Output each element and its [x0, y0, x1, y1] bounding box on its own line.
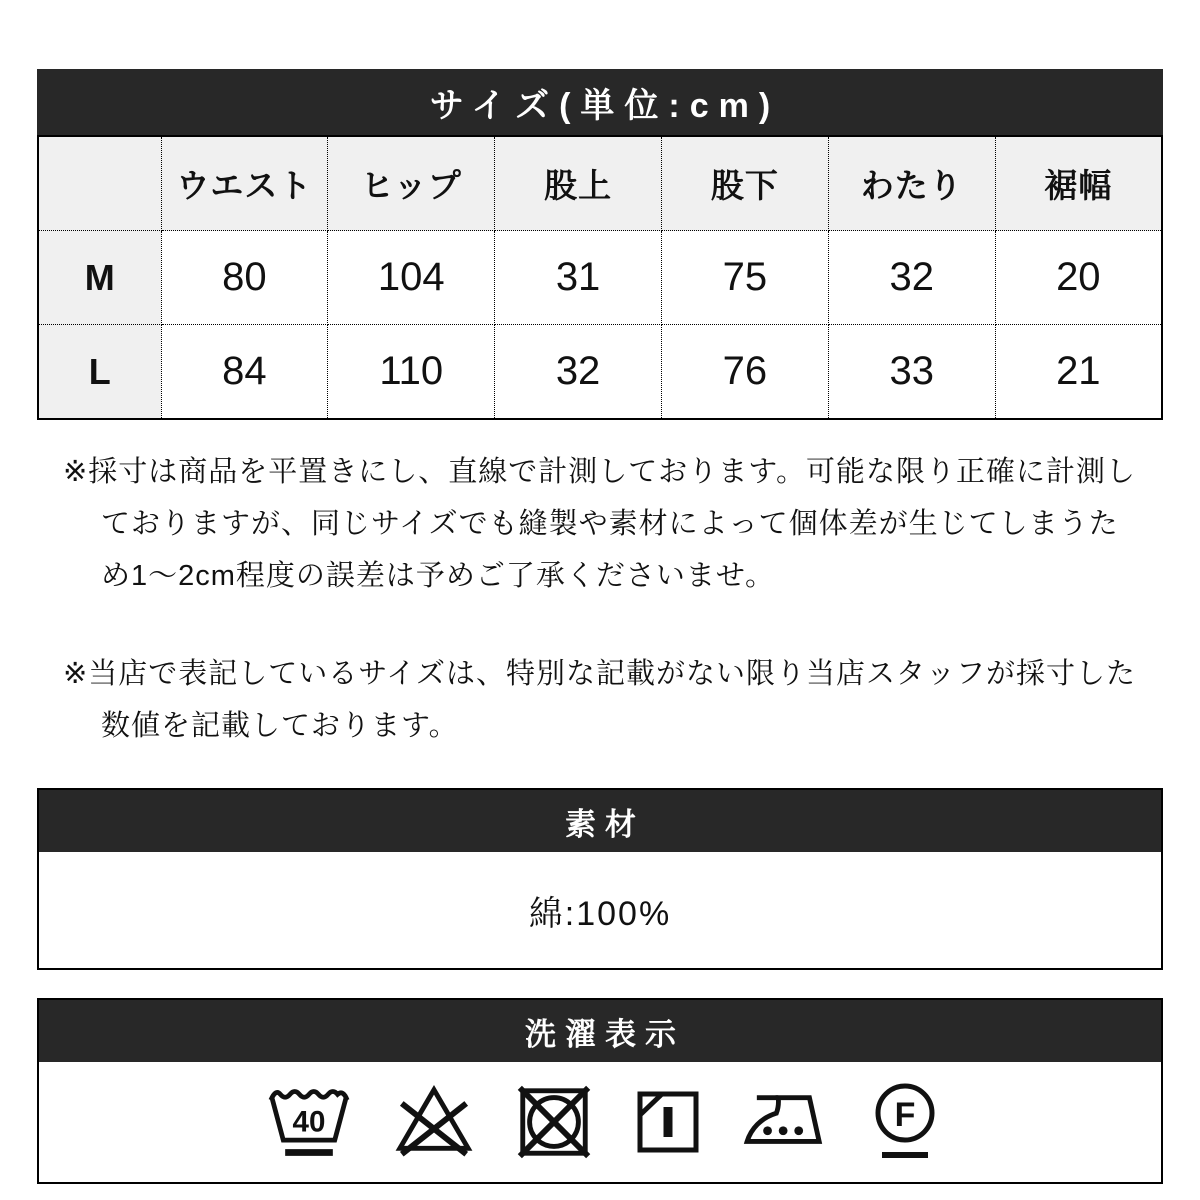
size-row-label: L: [38, 325, 161, 420]
size-value-cell: 80: [161, 231, 328, 325]
size-table-column-header: 股下: [661, 136, 828, 231]
material-content: 綿:100%: [528, 894, 672, 933]
do-not-bleach-icon: [391, 1081, 477, 1163]
size-table: [37, 135, 1163, 420]
care-title: 洗濯表示: [525, 1016, 685, 1052]
material-title: 素材: [565, 806, 645, 842]
care-header-bar: [39, 1000, 1161, 1062]
size-value-cell: 32: [495, 325, 662, 420]
size-value-cell: 75: [661, 231, 828, 325]
size-value-cell: 31: [495, 231, 662, 325]
care-section: [37, 998, 1163, 1184]
staff-measure-note: ※当店で表記しているサイズは、特別な記載がない限り当店スタッフが採寸した数値を記載しております。: [63, 658, 1136, 742]
size-value-cell: 110: [328, 325, 495, 420]
material-body: [39, 852, 1161, 968]
size-table-header-row: [38, 136, 1162, 231]
do-not-tumble-dry-icon: [513, 1081, 595, 1163]
size-table-column-header: 股上: [495, 136, 662, 231]
size-row-label: M: [38, 231, 161, 325]
size-value-cell: 33: [828, 325, 995, 420]
size-table-column-header: 裾幅: [995, 136, 1162, 231]
size-value-cell: 21: [995, 325, 1162, 420]
size-table-row-m: [38, 231, 1162, 325]
dry-clean-petroleum-gentle-icon: [873, 1080, 937, 1164]
size-table-corner-cell: [38, 136, 161, 231]
size-value-cell: 76: [661, 325, 828, 420]
size-table-column-header: ヒップ: [328, 136, 495, 231]
size-table-row-l: [38, 325, 1162, 420]
size-value-cell: 104: [328, 231, 495, 325]
measurement-note: ※採寸は商品を平置きにし、直線で計測しております。可能な限り正確に計測しておりますが、同じサイズでも縫製や素材によって個体差が生じてしまうため1〜2cm程度の誤差は予めご了承くださいませ。: [63, 456, 1136, 592]
size-table-column-header: ウエスト: [161, 136, 328, 231]
material-section: [37, 788, 1163, 970]
size-value-cell: 20: [995, 231, 1162, 325]
dry-clean-letter: F: [894, 1096, 916, 1134]
size-value-cell: 32: [828, 231, 995, 325]
size-table-column-header: わたり: [828, 136, 995, 231]
wash-temp-label: 40: [292, 1105, 326, 1139]
size-section: [37, 69, 1163, 752]
size-value-cell: 84: [161, 325, 328, 420]
line-dry-in-shade-icon: [631, 1084, 703, 1160]
page-content: [37, 0, 1163, 1184]
iron-high-temp-icon: [739, 1085, 837, 1159]
care-symbols-row: [39, 1062, 1161, 1182]
wash-40-gentle-icon: [263, 1081, 355, 1163]
size-section-title: サイズ(単位:cm): [429, 86, 781, 125]
size-section-header-bar: [37, 69, 1163, 135]
material-header-bar: [39, 790, 1161, 852]
